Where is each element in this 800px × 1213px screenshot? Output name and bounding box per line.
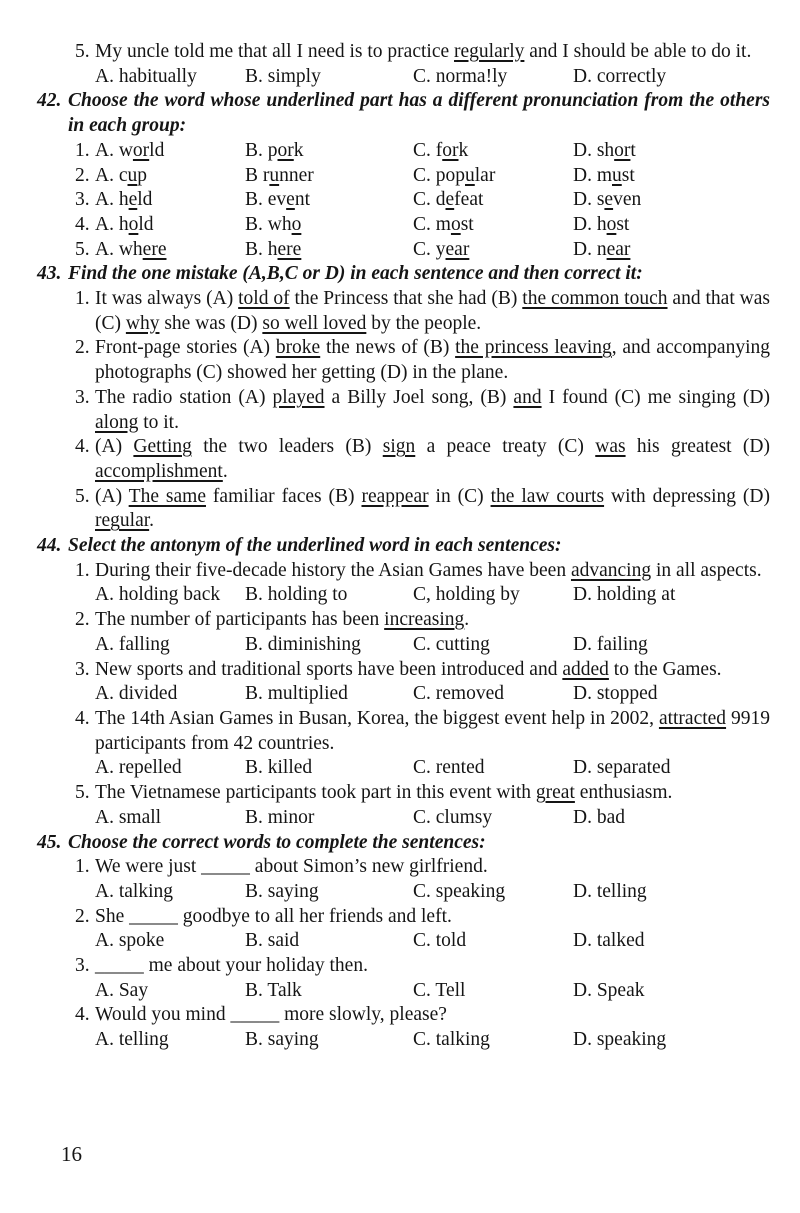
item-text <box>95 658 770 683</box>
option <box>245 583 413 608</box>
underlined-word: or <box>277 139 294 161</box>
option <box>413 929 573 954</box>
text-run: a Billy Joel song, (B) <box>324 386 514 408</box>
option <box>95 164 245 189</box>
underlined-word: o <box>606 213 617 235</box>
option <box>95 583 245 608</box>
question-number: 44. <box>37 535 62 557</box>
text-run: Would you mind _____ more slowly, please? <box>95 1004 447 1026</box>
exercise-item <box>37 608 770 633</box>
option <box>95 633 245 658</box>
option <box>573 139 770 164</box>
text-run: she was (D) <box>159 312 263 334</box>
text-run: Choose the word whose underlined part has a different pronunciation from the others in each group: <box>68 90 770 137</box>
text-run: A. habitually <box>95 65 197 87</box>
text-run: C. told <box>413 930 467 952</box>
question-heading <box>37 831 770 856</box>
text-run: D. speaking <box>573 1029 667 1051</box>
exercise-item <box>37 40 770 65</box>
option <box>413 188 573 213</box>
option <box>573 633 770 658</box>
text-run: D. sh <box>573 139 615 161</box>
option <box>95 682 245 707</box>
exercise-item <box>37 954 770 979</box>
option <box>573 238 770 263</box>
underlined-word: was <box>595 436 626 458</box>
text-run: D. Speak <box>573 979 645 1001</box>
underlined-word: e <box>604 189 614 211</box>
item-text <box>95 855 770 880</box>
item-number: 5. <box>75 485 90 507</box>
underlined-word: e <box>128 189 138 211</box>
options-row <box>95 806 770 831</box>
text-run: his greatest (D) <box>625 436 770 458</box>
item-text <box>95 781 770 806</box>
text-run: It was always (A) <box>95 288 239 310</box>
options-row <box>75 213 770 238</box>
text-run: ld <box>149 139 165 161</box>
text-run: st <box>460 213 474 235</box>
underlined-word: broke <box>275 337 321 359</box>
text-run: the news of (B) <box>320 337 456 359</box>
underlined-word: attracted <box>658 707 727 729</box>
item-text <box>95 608 770 633</box>
text-run: p <box>137 164 147 186</box>
text-run: D. bad <box>573 806 625 828</box>
item-text <box>95 707 770 756</box>
item-number: 4. <box>75 707 90 729</box>
text-run: The 14th Asian Games in Busan, Korea, the biggest event help in 2002, <box>95 707 659 729</box>
text-run: The radio station (A) <box>95 386 273 408</box>
underlined-word: so well loved <box>262 312 367 334</box>
text-run: B. ev <box>245 189 287 211</box>
page-number: 16 <box>61 1142 82 1166</box>
text-run: . <box>149 510 155 532</box>
option <box>413 756 573 781</box>
option <box>573 1028 770 1053</box>
option <box>95 65 245 90</box>
text-run: A. h <box>95 213 129 235</box>
option <box>413 880 573 905</box>
text-run: Front-page stories (A) <box>95 337 276 359</box>
text-run: B. holding to <box>245 584 348 606</box>
text-run: D. separated <box>573 757 671 779</box>
underlined-word: or <box>442 139 459 161</box>
option <box>413 806 573 831</box>
underlined-word: u <box>465 164 475 186</box>
text-run: B. diminishing <box>245 633 361 655</box>
item-number: 2. <box>75 164 90 186</box>
exercise-item <box>37 559 770 584</box>
option <box>245 633 413 658</box>
item-text <box>95 1003 770 1028</box>
text-run: B. minor <box>245 806 315 828</box>
options-row <box>95 1028 770 1053</box>
text-run: C. talking <box>413 1029 490 1051</box>
option <box>413 633 573 658</box>
option <box>573 583 770 608</box>
option <box>95 139 245 164</box>
options-row <box>75 139 770 164</box>
text-run: and I should be able to do it. <box>524 41 752 62</box>
text-run: _____ me about your holiday then. <box>95 955 368 977</box>
option <box>245 164 413 189</box>
option <box>245 213 413 238</box>
text-run: A. divided <box>95 683 178 705</box>
text-run: D. talked <box>573 930 645 952</box>
options-row <box>95 682 770 707</box>
text-run: C. y <box>413 238 446 260</box>
option <box>573 164 770 189</box>
text-run: A. small <box>95 806 162 828</box>
option <box>573 188 770 213</box>
question-heading-text <box>68 831 770 856</box>
text-run: My uncle told me that all I need is to practice <box>95 41 455 62</box>
option <box>413 583 573 608</box>
option <box>573 213 770 238</box>
option <box>245 929 413 954</box>
item-number: 5. <box>75 782 90 804</box>
option <box>573 929 770 954</box>
option <box>245 682 413 707</box>
option <box>95 880 245 905</box>
text-run: B. p <box>245 139 278 161</box>
underlined-word: reappear <box>361 485 429 507</box>
underlined-word: told of <box>238 288 290 310</box>
underlined-word: regularly <box>454 41 525 62</box>
text-run: C. Tell <box>413 979 466 1001</box>
item-number: 1. <box>75 288 90 310</box>
item-text <box>95 435 770 484</box>
option <box>245 139 413 164</box>
underlined-word: accomplishment <box>95 460 223 482</box>
text-run: by the people. <box>366 312 482 334</box>
text-run: familiar faces (B) <box>205 485 362 507</box>
item-number: 3. <box>75 955 90 977</box>
text-run: A. spoke <box>95 930 165 952</box>
text-run: Choose the correct words to complete the sentences: <box>68 831 486 853</box>
question-heading <box>37 534 770 559</box>
text-run: t <box>630 139 636 161</box>
text-run: The Vietnamese participants took part in this event with <box>95 782 536 804</box>
text-run: A. talking <box>95 880 173 902</box>
text-run: to the Games. <box>608 658 722 680</box>
option <box>95 238 245 263</box>
question-number: 42. <box>37 90 62 112</box>
exercise-item <box>37 485 770 534</box>
item-number: 2. <box>75 337 90 359</box>
item-text <box>95 485 770 534</box>
item-text <box>95 40 770 65</box>
text-run: B. saying <box>245 880 319 902</box>
text-run: A. repelled <box>95 757 182 779</box>
option <box>413 682 573 707</box>
text-run: C. d <box>413 189 446 211</box>
item-number: 4. <box>75 436 90 458</box>
text-run: A. holding back <box>95 584 221 606</box>
underlined-word: o <box>128 213 139 235</box>
exercise-item <box>37 435 770 484</box>
underlined-word: or <box>614 139 631 161</box>
underlined-word: ere <box>277 238 302 260</box>
underlined-word: the princess leaving <box>455 337 612 359</box>
underlined-word: advancing <box>570 559 652 581</box>
exercise-item <box>37 658 770 683</box>
underlined-word: The same <box>128 485 206 507</box>
exercise-item <box>37 905 770 930</box>
text-run: New sports and traditional sports have been introduced and <box>95 658 563 680</box>
text-run: to it. <box>138 411 179 433</box>
option <box>413 164 573 189</box>
text-run: lar <box>474 164 496 186</box>
item-number: 4. <box>75 213 90 235</box>
item-number: 1. <box>75 139 90 161</box>
underlined-word: sign <box>382 436 416 458</box>
option <box>95 929 245 954</box>
underlined-word: played <box>272 386 325 408</box>
text-run: st <box>616 213 630 235</box>
text-run: C. cutting <box>413 633 490 655</box>
question-heading-text <box>68 534 770 559</box>
underlined-word: or <box>132 139 150 161</box>
exercise-content <box>37 40 770 1053</box>
option <box>413 139 573 164</box>
question-heading <box>37 262 770 287</box>
option <box>413 1028 573 1053</box>
item-number: 5. <box>75 41 90 62</box>
text-run: C. norma!ly <box>413 65 508 87</box>
item-number: 5. <box>75 238 90 260</box>
text-run: ld <box>138 213 154 235</box>
text-run: and that was (C) <box>95 288 770 334</box>
underlined-word: added <box>562 658 609 680</box>
text-run: The number of participants has been <box>95 609 385 631</box>
text-run: C. rented <box>413 757 485 779</box>
text-run: 9919 participants from 42 countries. <box>95 707 770 754</box>
text-run: B. killed <box>245 757 313 779</box>
underlined-word: u <box>127 164 138 186</box>
text-run: She _____ goodbye to all her friends and left. <box>95 905 452 927</box>
text-run: During their five-decade history the Asian Games have been <box>95 559 571 581</box>
underlined-word: along <box>95 411 139 433</box>
item-text <box>95 954 770 979</box>
text-run: the Princess that she had (B) <box>289 288 523 310</box>
item-number: 3. <box>75 658 90 680</box>
item-number: 3. <box>75 386 90 408</box>
option <box>95 188 245 213</box>
text-run: B. h <box>245 238 278 260</box>
text-run: B. saying <box>245 1029 319 1051</box>
text-run: A. Say <box>95 979 149 1001</box>
text-run: C. pop <box>413 164 466 186</box>
option <box>413 213 573 238</box>
item-number: 1. <box>75 856 90 878</box>
text-run: k <box>458 139 469 161</box>
option <box>245 1028 413 1053</box>
exercise-item <box>37 855 770 880</box>
text-run: D. failing <box>573 633 648 655</box>
item-number: 3. <box>75 189 90 211</box>
exercise-item <box>37 287 770 336</box>
option <box>95 213 245 238</box>
text-run: with depressing (D) <box>604 485 770 507</box>
option <box>245 979 413 1004</box>
exercise-item <box>37 1003 770 1028</box>
text-run: (A) <box>95 485 129 507</box>
option <box>95 756 245 781</box>
underlined-word: o <box>291 213 302 235</box>
underlined-word: and <box>513 386 542 408</box>
options-row <box>95 756 770 781</box>
text-run: (A) <box>95 436 134 458</box>
text-run: I found (C) me singing (D) <box>541 386 770 408</box>
underlined-word: Getting <box>133 436 192 458</box>
item-text <box>95 287 770 336</box>
text-run: D. s <box>573 189 605 211</box>
option <box>573 806 770 831</box>
option <box>413 238 573 263</box>
options-row <box>95 880 770 905</box>
underlined-word: e <box>445 189 455 211</box>
item-number: 1. <box>75 559 90 581</box>
question-heading <box>37 89 770 138</box>
underlined-word: ere <box>142 238 167 260</box>
text-run: D. n <box>573 238 607 260</box>
underlined-word: e <box>286 189 295 211</box>
option <box>573 65 770 90</box>
exercise-item <box>37 707 770 756</box>
underlined-word: the law courts <box>490 485 605 507</box>
underlined-word: increasing <box>384 609 465 631</box>
text-run: B. multiplied <box>245 683 348 705</box>
option <box>245 806 413 831</box>
text-run: . <box>464 609 470 631</box>
text-run: a peace treaty (C) <box>415 436 596 458</box>
text-run: A. falling <box>95 633 170 655</box>
underlined-word: why <box>125 312 160 334</box>
text-run: in all aspects. <box>651 559 762 581</box>
option <box>245 880 413 905</box>
text-run: in (C) <box>428 485 491 507</box>
option <box>95 979 245 1004</box>
options-row <box>95 633 770 658</box>
item-text <box>95 386 770 435</box>
text-run: B. wh <box>245 213 292 235</box>
exercise-item <box>37 386 770 435</box>
text-run: k <box>293 139 304 161</box>
text-run: enthusiasm. <box>574 782 673 804</box>
text-run: feat <box>454 189 484 211</box>
item-number: 2. <box>75 609 90 631</box>
underlined-word: ear <box>445 238 470 260</box>
text-run: B r <box>245 164 270 186</box>
question-heading-text <box>68 89 770 138</box>
text-run: C. clumsy <box>413 806 493 828</box>
options-row <box>75 238 770 263</box>
text-run: A. h <box>95 189 129 211</box>
underlined-word: great <box>535 782 575 804</box>
underlined-word: o <box>450 213 461 235</box>
text-run: A. c <box>95 164 128 186</box>
option <box>413 65 573 90</box>
question-number: 45. <box>37 831 62 853</box>
option <box>573 880 770 905</box>
option <box>573 682 770 707</box>
option <box>245 756 413 781</box>
option <box>245 188 413 213</box>
text-run: B. said <box>245 930 300 952</box>
option <box>573 979 770 1004</box>
text-run: C. removed <box>413 683 504 705</box>
exercise-item <box>37 781 770 806</box>
text-run: D. stopped <box>573 683 658 705</box>
text-run: . <box>222 460 228 482</box>
options-row <box>75 164 770 189</box>
option <box>413 979 573 1004</box>
underlined-word: u <box>612 164 622 186</box>
option <box>573 756 770 781</box>
text-run: We were just _____ about Simon’s new girlfriend. <box>95 856 488 878</box>
option <box>245 238 413 263</box>
text-run: ven <box>613 189 642 211</box>
underlined-word: regular <box>95 510 150 532</box>
text-run: the two leaders (B) <box>191 436 383 458</box>
item-number: 2. <box>75 905 90 927</box>
question-number: 43. <box>37 263 62 285</box>
underlined-word: u <box>269 164 280 186</box>
text-run: nner <box>279 164 314 186</box>
options-row <box>95 583 770 608</box>
text-run: ld <box>137 189 153 211</box>
exercise-item <box>37 336 770 385</box>
text-run: D. correctly <box>573 65 667 87</box>
item-text <box>95 905 770 930</box>
text-run: D. h <box>573 213 607 235</box>
text-run: A. wh <box>95 238 143 260</box>
text-run: B. simply <box>245 65 321 87</box>
text-run: Find the one mistake (A,B,C or D) in each sentence and then correct it: <box>68 263 643 285</box>
text-run: nt <box>294 189 310 211</box>
text-run: A. w <box>95 139 133 161</box>
text-run: , and accompanying photographs (C) showed her getting (D) in the plane. <box>95 337 770 384</box>
options-row <box>95 65 770 90</box>
item-number: 4. <box>75 1004 90 1026</box>
text-run: D. m <box>573 164 612 186</box>
options-row <box>75 188 770 213</box>
option <box>95 806 245 831</box>
options-row <box>95 979 770 1004</box>
text-run: B. Talk <box>245 979 302 1001</box>
text-run: st <box>621 164 635 186</box>
text-run: D. holding at <box>573 584 676 606</box>
text-run: C. speaking <box>413 880 506 902</box>
item-text <box>95 336 770 385</box>
text-run: Select the antonym of the underlined word in each sentences: <box>68 535 562 557</box>
option <box>95 1028 245 1053</box>
underlined-word: the common touch <box>522 288 668 310</box>
text-run: C. f <box>413 139 443 161</box>
question-heading-text <box>68 262 770 287</box>
text-run: D. telling <box>573 880 647 902</box>
text-run: C. m <box>413 213 451 235</box>
text-run: C, holding by <box>413 584 520 606</box>
text-run: A. telling <box>95 1029 169 1051</box>
item-text <box>95 559 770 584</box>
option <box>245 65 413 90</box>
options-row <box>95 929 770 954</box>
underlined-word: ear <box>606 238 631 260</box>
